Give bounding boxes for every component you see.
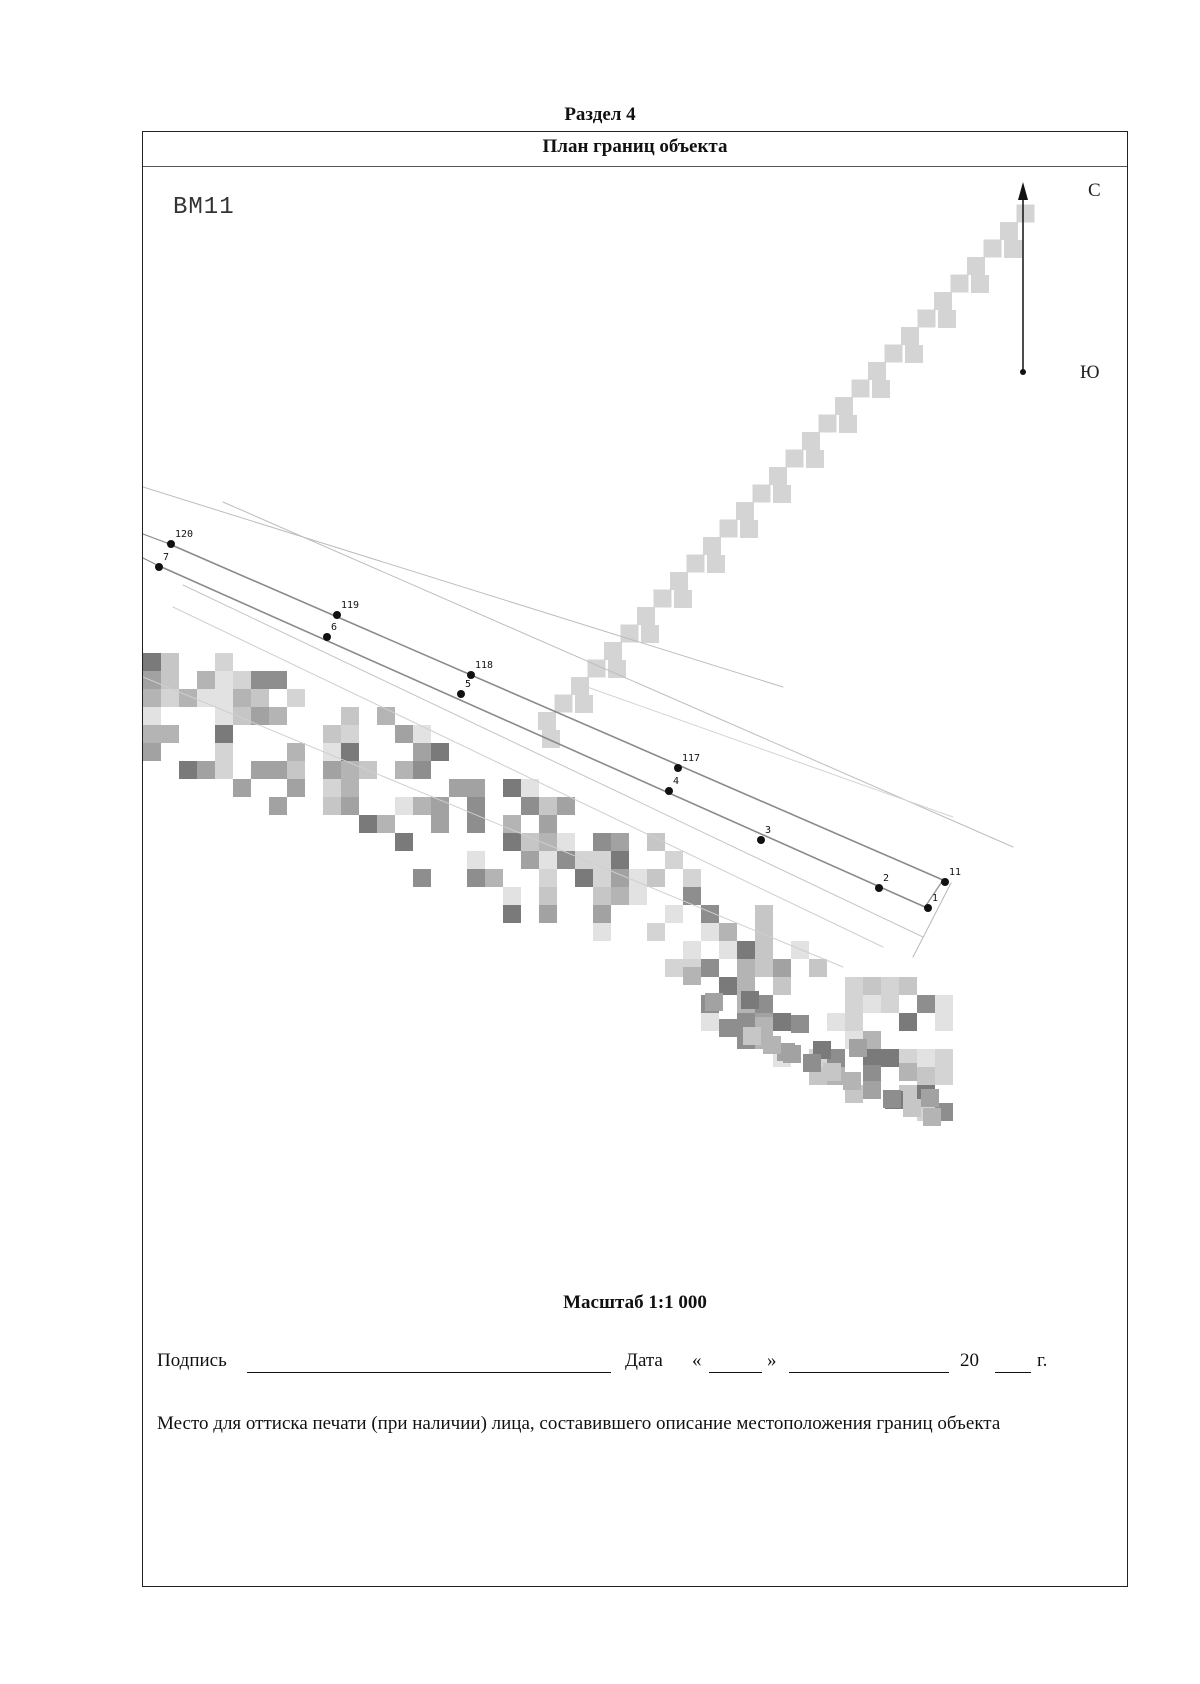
point-label-2: 2 [883,873,890,884]
signature-row [157,1350,1117,1380]
date-year-line[interactable] [995,1372,1031,1373]
point-119 [333,611,341,619]
boundary-120-11-shadow [143,534,167,543]
point-label-6: 6 [331,622,338,633]
point-label-11: 11 [949,867,962,878]
boundary-lines [143,487,1013,967]
signature-label: Подпись [157,1350,227,1371]
point-label-5: 5 [465,679,472,690]
map-label: BM11 [173,194,235,221]
point-label-117: 117 [682,753,701,764]
point-6 [323,633,331,641]
point-7 [155,563,163,571]
date-month-line[interactable] [789,1372,949,1373]
boundary-map [143,167,1127,1267]
year-prefix: 20 [960,1350,979,1371]
section-title: Раздел 4 [564,104,636,125]
point-label-118: 118 [475,660,494,671]
point-2 [875,884,883,892]
point-11 [941,878,949,886]
date-label: Дата [625,1350,663,1371]
inner-line-4 [573,682,953,817]
point-3 [757,836,765,844]
boundary-plan-frame [142,131,1128,1587]
point-label-7: 7 [163,552,170,563]
inner-line-3 [143,677,843,967]
point-label-4: 4 [673,776,680,787]
point-label-119: 119 [341,600,360,611]
point-label-120: 120 [175,529,194,540]
date-day-line[interactable] [709,1372,762,1373]
point-label-1: 1 [932,893,939,904]
south-label: Ю [1080,362,1100,383]
boundary-7-1-shadow [143,558,157,565]
year-suffix: г. [1037,1350,1048,1371]
north-label: С [1088,180,1101,201]
point-117 [674,764,682,772]
point-120 [167,540,175,548]
frame-header: План границ объекта [143,132,1127,167]
stamp-text: Место для оттиска печати (при наличии) лица, составившего описание местоположения границ объекта [157,1413,1001,1434]
point-4 [665,787,673,795]
point-118 [467,671,475,679]
scale-label: Масштаб 1:1 000 [563,1292,707,1313]
signature-line[interactable] [247,1372,611,1373]
point-5 [457,690,465,698]
date-open-quote: « [692,1350,702,1371]
point-1 [924,904,932,912]
point-label-3: 3 [765,825,772,836]
date-close-quote: » [767,1350,777,1371]
terrain-pixels [143,205,1035,1127]
